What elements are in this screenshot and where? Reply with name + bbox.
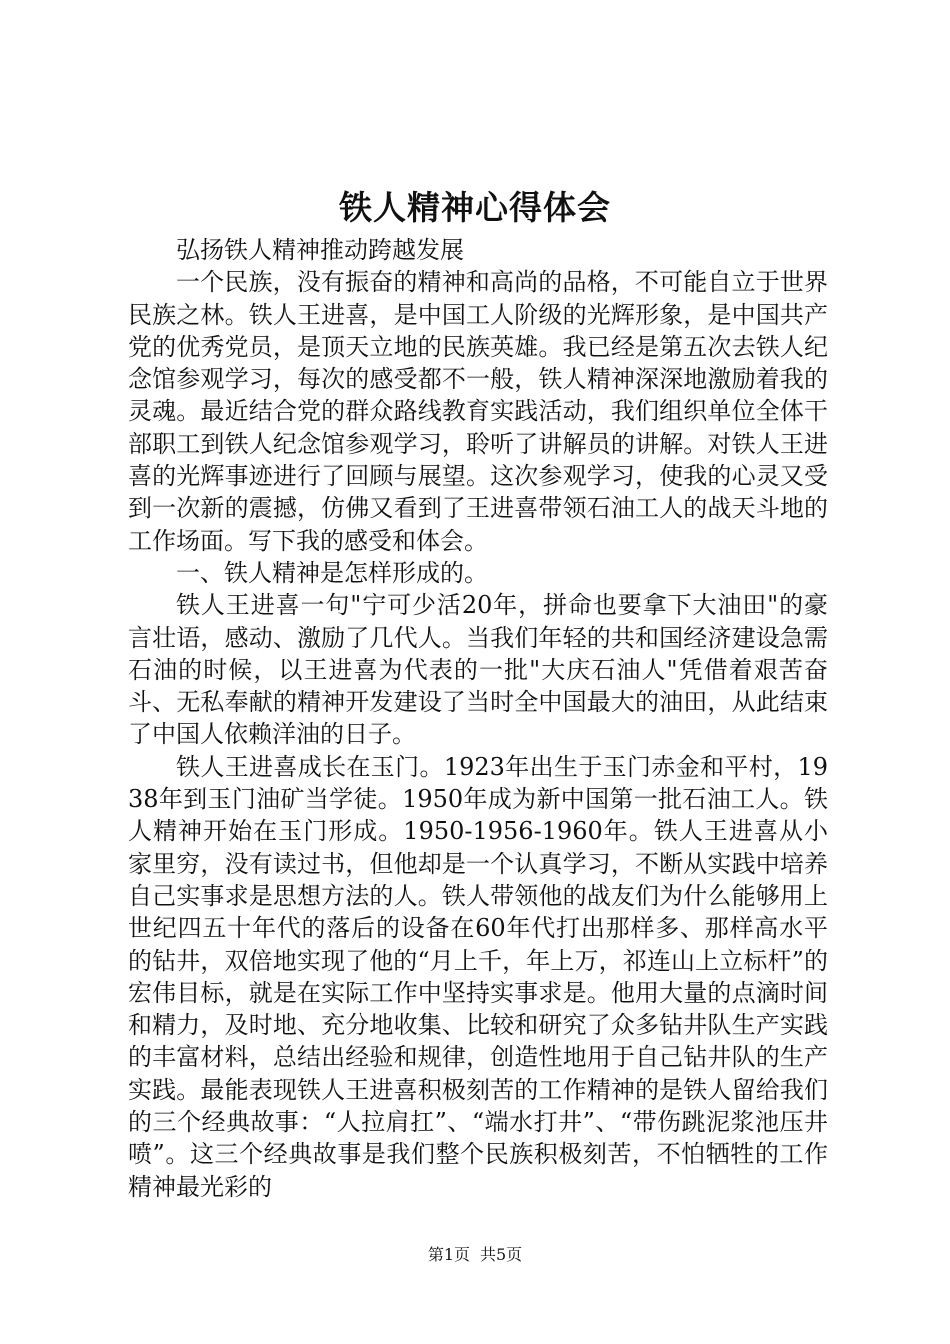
- page-footer: [0, 1244, 950, 1266]
- page-total: 共5页: [480, 1245, 523, 1264]
- page-number: 第1页: [427, 1245, 470, 1264]
- paragraph-quote: 铁人王进喜一句"宁可少活20年，拼命也要拿下大油田"的豪言壮语，感动、激励了几代人。当我们年轻的共和国经济建设急需石油的时候，以王进喜为代表的一批"大庆石油人"凭借着艰苦奋斗、无私奉献的精神开发建设了当时全中国最大的油田，从此结束了中国人依赖洋油的日子。: [128, 591, 828, 749]
- document-title: 铁人精神心得体会: [339, 188, 611, 227]
- paragraph-intro: 一个民族，没有振奋的精神和高尚的品格，不可能自立于世界民族之林。铁人王进喜，是中国工人阶级的光辉形象，是中国共产党的优秀党员，是顶天立地的民族英雄。我已经是第五次去铁人纪念馆参观学习，每次的感受都不一般，铁人精神深深地激励着我的灵魂。最近结合党的群众路线教育实践活动，我们组织单位全体干部职工到铁人纪念馆参观学习，聆听了讲解员的讲解。对铁人王进喜的光辉事迹进行了回顾与展望。这次参观学习，使我的心灵又受到一次新的震撼，仿佛又看到了王进喜带领石油工人的战天斗地的工作场面。写下我的感受和体会。: [128, 268, 828, 555]
- paragraph-biography: 铁人王进喜成长在玉门。1923年出生于玉门赤金和平村，1938年到玉门油矿当学徒。1950年成为新中国第一批石油工人。铁人精神开始在玉门形成。1950-1956-1960年。铁人王进喜从小家里穷，没有读过书，但他却是一个认真学习，不断从实践中培养自己实事求是思想方法的人。铁人带领他的战友们为什么能够用上世纪四五十年代的落后的设备在60年代打出那样多、那样高水平的钻井，双倍地实现了他的“月上千，年上万，祁连山上立标杆”的宏伟目标，就是在实际工作中坚持实事求是。他用大量的点滴时间和精力，及时地、充分地收集、比较和研究了众多钻井队生产实践的丰富材料，总结出经验和规律，创造性地用于自己钻井队的生产实践。最能表现铁人王进喜积极刻苦的工作精神的是铁人留给我们的三个经典故事：“人拉肩扛”、“端水打井”、“带伤跳泥浆池压井喷”。这三个经典故事是我们整个民族积极刻苦，不怕牺牲的工作精神最光彩的: [128, 752, 828, 1201]
- paragraph-subtitle: 弘扬铁人精神推动跨越发展: [176, 236, 464, 264]
- document-body: [128, 234, 828, 1203]
- section-heading: 一、铁人精神是怎样形成的。: [176, 558, 488, 587]
